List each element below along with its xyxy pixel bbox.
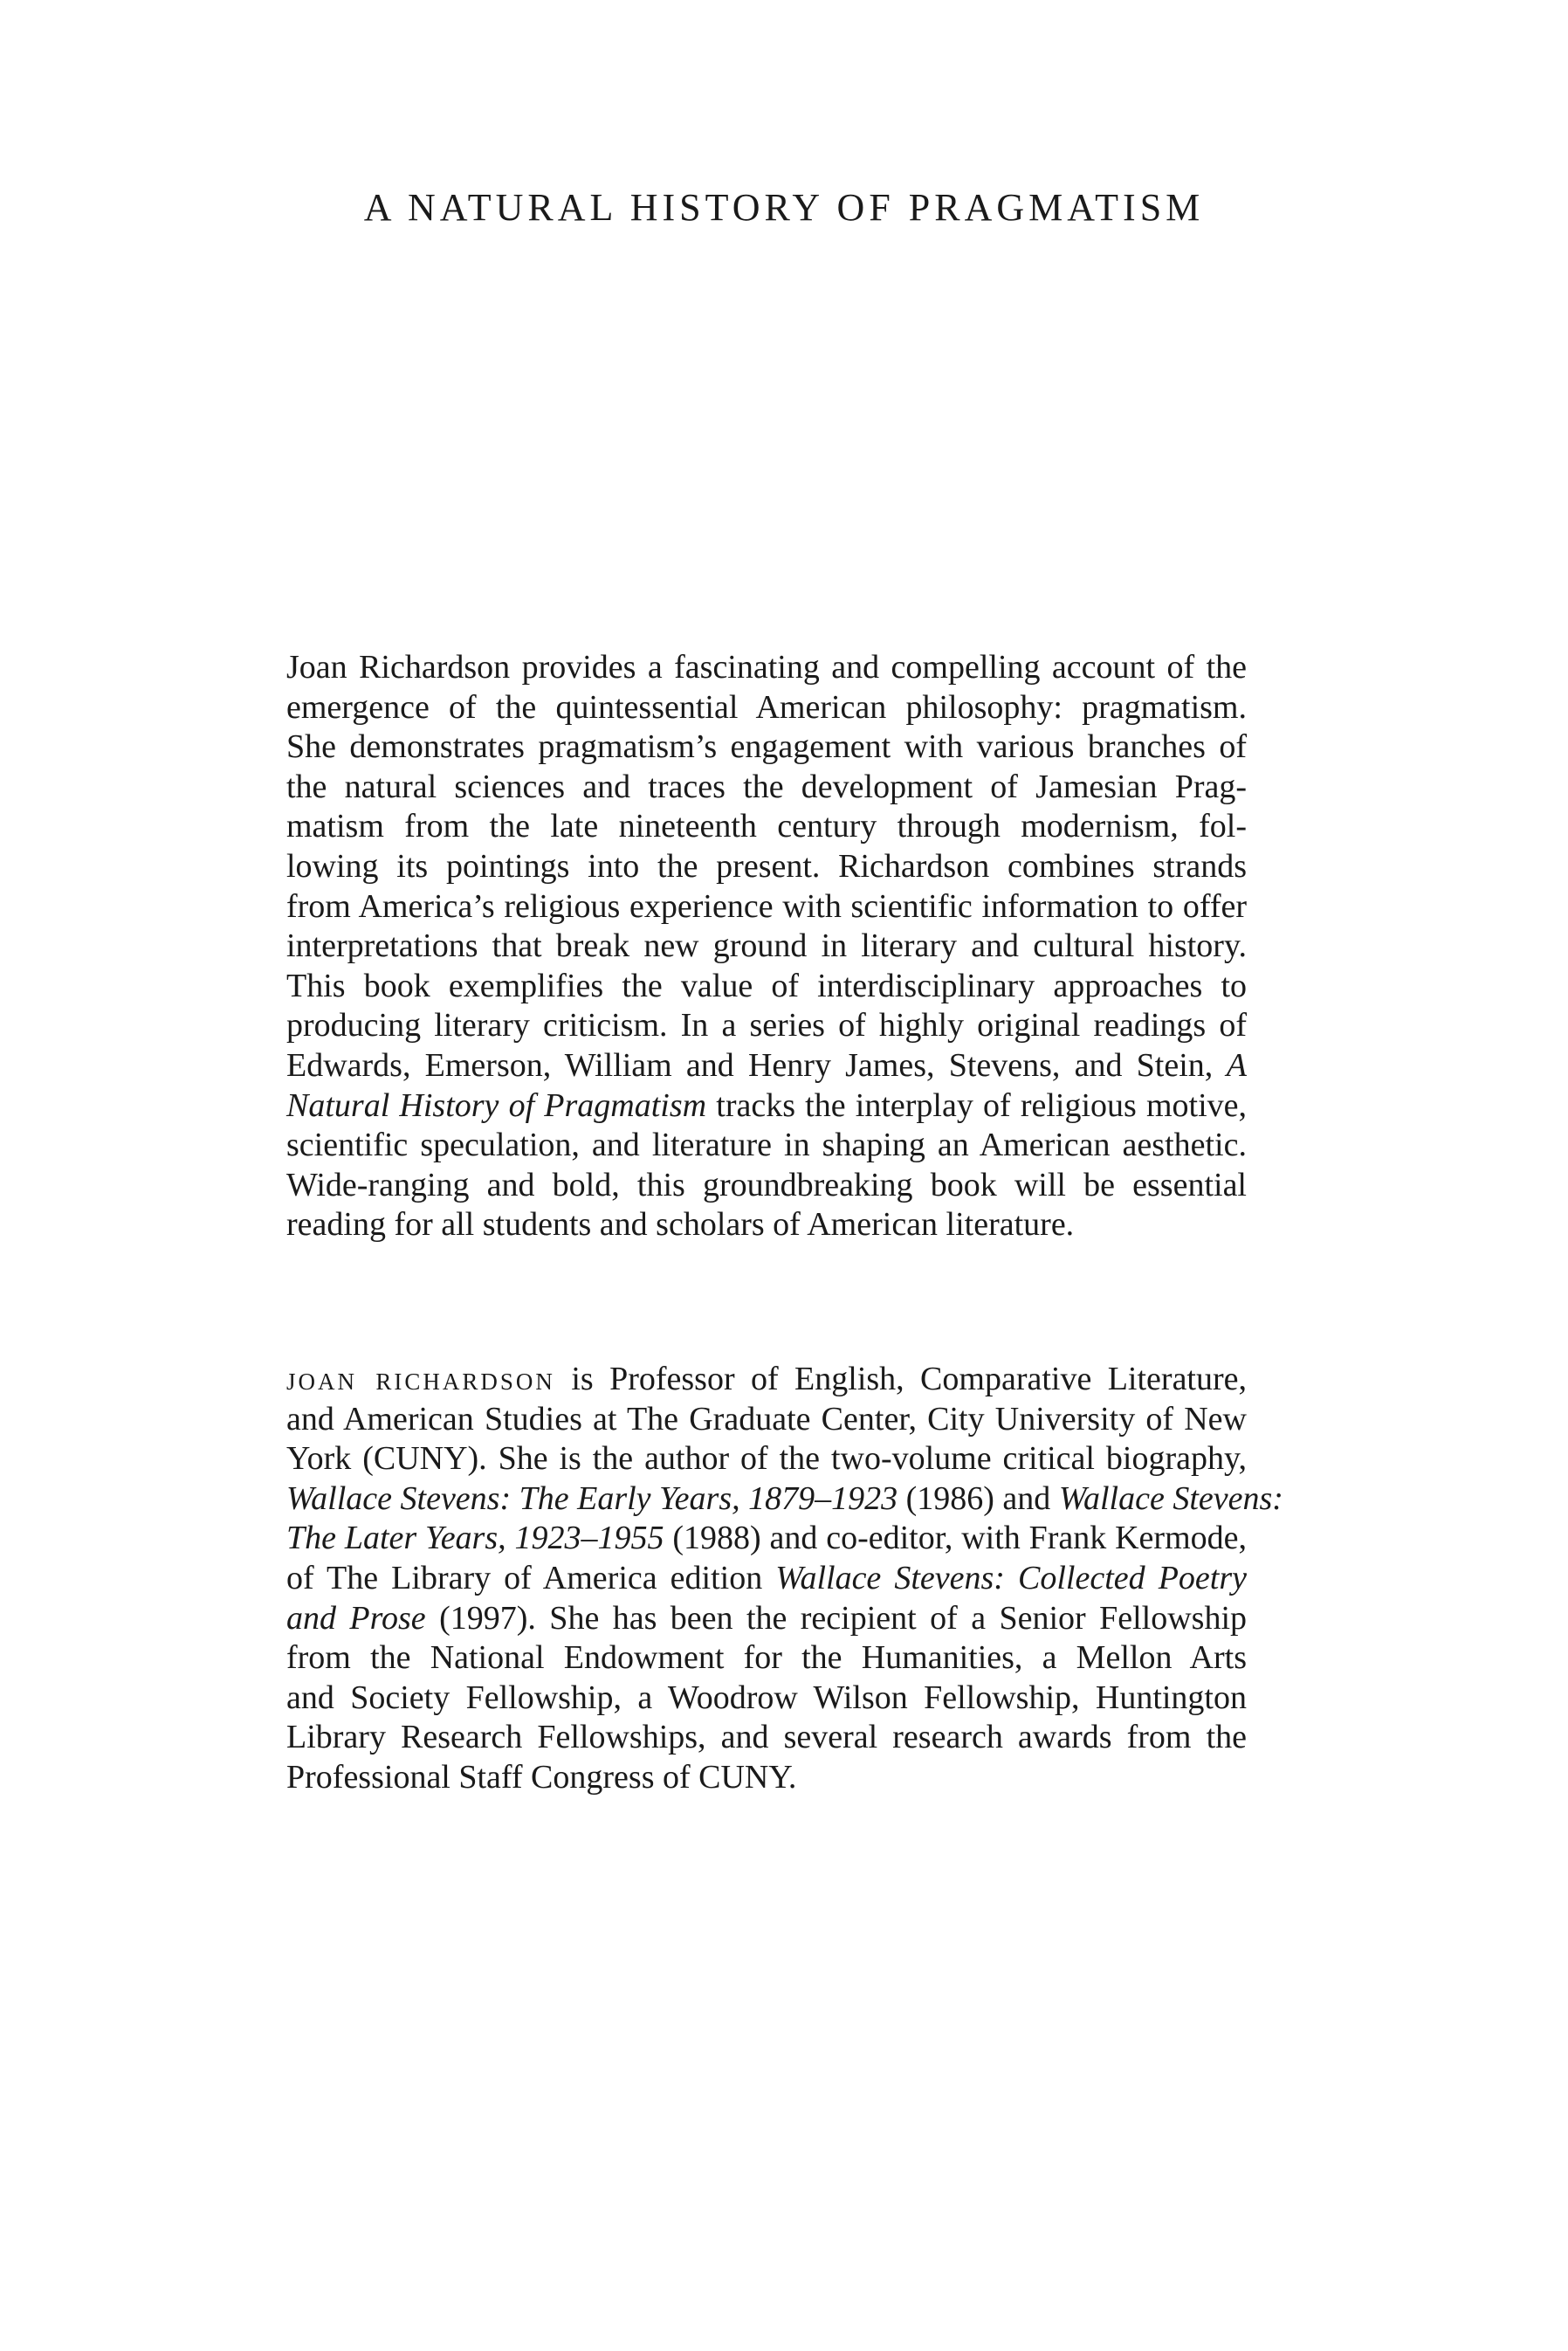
bio-line-text: is Professor of English, Comparative Literature, [554,1361,1248,1397]
blurb-line: from America’s religious experience with scientific information to offer [286,887,1247,925]
book-title-italic: Wallace Stevens: Collected Poetry [775,1559,1247,1596]
bio-line [286,1599,1247,1639]
bio-line-text: (1988) and co-editor, with Frank Kermode, [664,1520,1247,1557]
author-bio [286,1360,1283,1798]
bio-line [286,1559,1247,1599]
bio-line: from the National Endowment for the Humanities, a Mellon Arts [286,1639,1247,1677]
book-title-italic-start: A [1213,1046,1247,1084]
blurb-line: She demonstrates pragmatism’s engagement with various branches of [286,728,1247,766]
bio-line: and American Studies at The Graduate Center, City University of New [286,1400,1247,1437]
bio-line-text: (1997). She has been the recipient of a Senior Fellowship [425,1599,1248,1637]
blurb-line: the natural sciences and traces the development of Jamesian Prag- [286,768,1247,805]
book-title-italic: Wallace Stevens: The Early Years, 1879–1923 [286,1479,898,1517]
blurb-line [286,1046,1247,1086]
bio-line: York (CUNY). She is the author of the two-volume critical biography, [286,1440,1247,1478]
bio-line-text: of The Library of America edition [286,1559,776,1596]
blurb-line: lowing its pointings into the present. Richardson combines strands [286,847,1247,885]
blurb-line: scientific speculation, and literature in shaping an American aesthetic. [286,1127,1247,1164]
blurb-line: producing literary criticism. In a series of highly original readings of [286,1007,1247,1045]
blurb-line: This book exemplifies the value of interdisciplinary approaches to [286,967,1247,1004]
book-blurb [286,648,1247,1245]
bio-line: Library Research Fellowships, and several research awards from the [286,1719,1247,1756]
bio-line [286,1360,1247,1400]
blurb-line [286,1086,1247,1127]
bio-line [286,1519,1247,1559]
blurb-line: interpretations that break new ground in literary and cultural history. [286,927,1247,965]
page-title: A NATURAL HISTORY OF PRAGMATISM [363,186,1205,229]
book-title-italic: and Prose [286,1599,426,1637]
book-title-italic: Wallace Stevens: [1058,1479,1283,1517]
blurb-line: Wide-ranging and bold, this groundbreaking book will be essential [286,1166,1247,1203]
blurb-line-text: tracks the interplay of religious motive, [706,1086,1247,1124]
bio-line: and Society Fellowship, a Woodrow Wilson Fellowship, Huntington [286,1679,1247,1716]
book-title-italic: The Later Years, 1923–1955 [286,1520,664,1557]
book-title-italic-end: Natural History of Pragmatism [286,1086,707,1124]
bio-line-text: (1986) and [897,1479,1059,1517]
bio-line: Professional Staff Congress of CUNY. [286,1758,797,1796]
blurb-line: reading for all students and scholars of American literature. [286,1206,1075,1244]
blurb-line: Joan Richardson provides a fascinating and compelling account of the [286,649,1247,686]
blurb-line-text: Edwards, Emerson, William and Henry James, Stevens, and Stein, [286,1046,1214,1084]
blurb-line: matism from the late nineteenth century through modernism, fol- [286,808,1247,845]
bio-line [286,1479,1283,1520]
author-name: joan richardson [286,1361,555,1397]
blurb-line: emergence of the quintessential American philosophy: pragmatism. [286,688,1247,726]
